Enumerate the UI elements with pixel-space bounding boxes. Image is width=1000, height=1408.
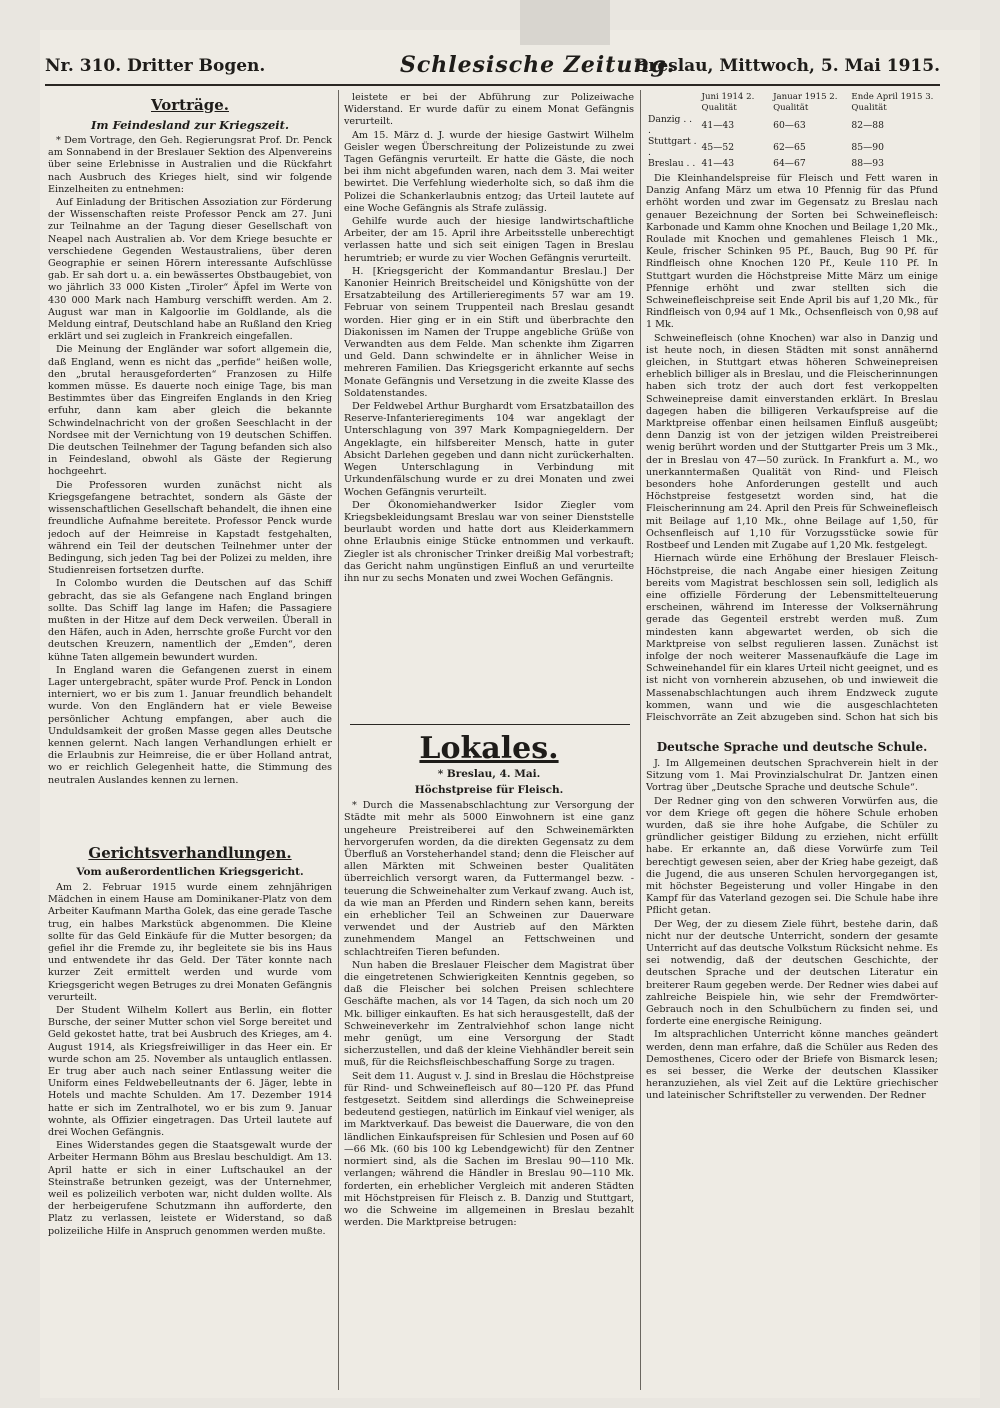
- column-1: [48, 92, 332, 814]
- table-header: Juni 1914 2. Qualität: [701, 92, 755, 113]
- table-row: [646, 114, 938, 136]
- table-header: Januar 1915 2. Qualität: [773, 92, 838, 113]
- dateline: * Breslau, 4. Mai.: [437, 768, 541, 780]
- paragraph: Im altsprachlichen Unterricht könne manches geändert werden, denn man erfahre, daß die Schüler aus Reden des Demosthenes, Cicero oder der Briefe von Bismarck lesen; es sei besser, die Werke der deutschen Klassiker heranzuziehen, als viel Zeit auf die Lektüre griechischer und lateinischer Schriftsteller zu verwenden. Der Redner: [646, 1029, 938, 1102]
- table-row: [646, 136, 938, 158]
- column-2: [344, 92, 634, 720]
- masthead-rule: [45, 84, 940, 86]
- table-header-row: [646, 92, 938, 114]
- column-divider-2: [640, 90, 641, 1390]
- paragraph: Am 15. März d. J. wurde der hiesige Gastwirt Wilhelm Geisler wegen Überschreitung der Polizeistunde zu zwei Tagen Gefängnis verurteilt. Er hatte die Gäste, die noch bei ihm nicht abgefunden waren, nach dem 3. Mai weiter bewirtet. Die Verfehlung wiederholte sich, so daß ihm die Polizei die Schankerlaubnis entzog; das Urteil lautete auf eine Woche Gefängnis als Strafe zulässig.: [344, 129, 634, 214]
- article-title: Im Feindesland zur Kriegszeit.: [91, 118, 289, 132]
- column-1-lower: [48, 840, 332, 1388]
- table-header: Ende April 1915 3. Qualität: [851, 92, 934, 113]
- masthead: [45, 52, 940, 82]
- paragraph: Die Meinung der Engländer war sofort allgemein die, daß England, wenn es nicht das „perfide“ heißen wolle, den „brutal herausgeforderten“ Franzosen zu Hilfe kommen müsse. Es dauerte noch einige Tage, bis man Bestimmtes über das Eingreifen Englands in den Krieg erfuhr, dann kam aber gleich die bekannte Schwindelnachricht von der großen Seeschlacht in der Nordsee mit der Vernichtung von 19 deutschen Schiffen. Die deutschen Teilnehmer der Tagung befanden sich also in Feindesland, obwohl als Gäste der Regierung hochgeehrt.: [48, 344, 332, 478]
- paragraph: In Colombo wurden die Deutschen auf das Schiff gebracht, das sie als Gefangene nach England bringen sollte. Das Schiff lag lange im Hafen; die Passagiere mußten in der Hitze auf dem Deck verweilen. Überall in den Häfen, auch in Aden, herrschte große Furcht vor den deutschen Kreuzern, namentlich der „Emden“, deren kühne Taten allgemein bewundert wurden.: [48, 578, 332, 663]
- table-cell: Danzig . . .: [648, 114, 693, 136]
- table-cell: 85—90: [851, 141, 884, 153]
- table-cell: 82—88: [851, 119, 884, 131]
- section-heading-lokales: Lokales.: [419, 731, 559, 766]
- article-title: Vom außerordentlichen Kriegsgericht.: [76, 866, 304, 878]
- article-title: Deutsche Sprache und deutsche Schule.: [656, 740, 928, 754]
- paragraph: Nun haben die Breslauer Fleischer dem Magistrat über die eingetretenen Schwierigkeiten Kenntnis gegeben, so daß die Fleischer bei solchen Preisen schlechtere Geschäfte machen, als vor 14 Tagen, da sich noch um 20 Mk. billiger einkauften. Es hat sich herausgestellt, daß der Schweineverkehr im Zentralviehhof schon lange nicht mehr genügt, um eine Versorgung der Stadt sicherzustellen, und daß der kleine Viehhändler bereit sein muß, für die Reichsfleischbeschaffung Sorge zu tragen.: [344, 959, 634, 1069]
- paragraph: Gehilfe wurde auch der hiesige landwirtschaftliche Arbeiter, der am 15. April ihre Arbeitsstelle unberechtigt verlassen hatte und sich seit einigen Tagen in Breslau herumtrieb; er wurde zu vier Wochen Gefängnis verurteilt.: [344, 216, 634, 264]
- price-table: [646, 92, 938, 169]
- paragraph: Die Kleinhandelspreise für Fleisch und Fett waren in Danzig Anfang März um etwa 10 Pfennig für das Pfund erhöht worden und zwar im Gegensatz zu Breslau nach genauer Bezeichnung der Sorten bei Schweinefleisch: Karbonade und Kamm ohne Knochen und Beilage 1,20 Mk., Roulade mit Knochen und gemahlenes Fleisch 1 Mk., Keule, frischer Schinken 95 Pf., Bauch, Bug 90 Pf. für Rindfleisch ohne Knochen 120 Pf., Keule 110 Pf. In Stuttgart wurden die Höchstpreise Mitte März um einige Pfennige erhöht und zwar stellten sich die Schweinefleischpreise seit Ende April bis auf 1,20 Mk., für Rindfleisch von 0,94 auf 1 Mk., Ochsenfleisch von 0,98 auf 1 Mk.: [646, 173, 938, 331]
- paragraph: * Durch die Massenabschlachtung zur Versorgung der Städte mit mehr als 5000 Einwohnern ist eine ganz ungeheure Preistreiberei auf den Schweinemärkten hervorgerufen worden, da die direkten Gegensatz zu dem Überfluß an Vorsteherhandel stand; denn die Fleischer auf allen Märkten mit Schweinen bester Qualitäten überreichlich versorgt waren, da Futtermangel bezw. -teuerung die Schweinehalter zum Verkauf zwang. Auch ist, da wie man an Pferden und Rindern sehen kann, bereits ein erheblicher Teil an Schweinen zur Dauerware verwendet und der Austrieb auf den Märkten zunehmendem Mangel an Fettschweinen und schlachtreifen Tieren befunden.: [344, 800, 634, 958]
- column-3: [646, 92, 938, 722]
- table-cell: 88—93: [851, 158, 884, 169]
- paragraph: Der Weg, der zu diesem Ziele führt, bestehe darin, daß nicht nur der deutsche Unterricht, sondern der gesamte Unterricht auf das deutsche Volkstum Rücksicht nehme. Es sei notwendig, daß der deutschen Geschichte, der deutschen Sprache und der deutschen Literatur ein breiterer Raum gegeben werde. Der Redner wies dabei auf zahlreiche Beispiele hin, wie sehr der Fremdwörter-Gebrauch noch in den Schulbüchern zu finden sei, und forderte eine energische Reinigung.: [646, 918, 938, 1028]
- section-heading-gerichtsverhandlungen: Gerichtsverhandlungen.: [88, 844, 292, 862]
- column-3-lower: [646, 736, 938, 1388]
- section-heading-vortraege: Vorträge.: [151, 96, 229, 114]
- paragraph: Der Feldwebel Arthur Burghardt vom Ersatzbataillon des Reserve-Infanterieregiments 104 war angeklagt der Unterschlagung von 397 Mark Kompagniegeldern. Der Angeklagte, ein hilfsbereiter Mensch, hatte in guter Absicht Darlehen gegeben und dann nicht zurückerhalten. Wegen Unterschlagung in Verbindung mit Urkundenfälschung wurde er zu drei Monaten und zwei Wochen Gefängnis verurteilt.: [344, 401, 634, 498]
- newspaper-title: Schlesische Zeitung.: [400, 52, 676, 78]
- article-title: Höchstpreise für Fleisch.: [414, 784, 564, 797]
- table-cell: 41—43: [701, 119, 735, 131]
- column-2-lower: [344, 728, 634, 1388]
- table-row: [646, 158, 938, 169]
- paragraph: Die Professoren wurden zunächst nicht als Kriegsgefangene betrachtet, sondern als Gäste der wissenschaftlichen Gesellschaft behandelt, die ihnen eine freundliche Aufnahme bereitete. Professor Penck wurde jedoch auf der Heimreise in Kapstadt festgehalten, während ein Teil der deutschen Teilnehmer unter der Bedingung, sich jeden Tag bei der Polizei zu melden, ihre Studienreisen fortsetzen durfte.: [48, 479, 332, 577]
- paragraph: J. Im Allgemeinen deutschen Sprachverein hielt in der Sitzung vom 1. Mai Provinzialschulrat Dr. Jantzen einen Vortrag über „Deutsche Sprache und deutsche Schule“.: [646, 758, 938, 794]
- paragraph: Eines Widerstandes gegen die Staatsgewalt wurde der Arbeiter Hermann Böhm aus Breslau beschuldigt. Am 13. April hatte er sich in einer Luftschaukel an der Steinstraße betrunken gezeigt, was der Unternehmer, weil es polizeilich verboten war, nicht dulden wollte. Als der herbeigerufene Schutzmann ihn aufforderte, den Platz zu verlassen, leistete er Widerstand, so daß polizeiliche Hilfe in Anspruch genommen werden mußte.: [48, 1140, 332, 1237]
- table-cell: 45—52: [701, 141, 735, 153]
- issue-number: Nr. 310. Dritter Bogen.: [45, 56, 266, 76]
- paragraph: * Dem Vortrage, den Geh. Regierungsrat Prof. Dr. Penck am Sonnabend in der Breslauer Sektion des Alpenvereins über seine Erlebnisse in Australien und die Rückfahrt nach Ausbruch des Krieges hielt, sind wir folgende Einzelheiten zu entnehmen:: [48, 135, 332, 195]
- paragraph: In England waren die Gefangenen zuerst in einem Lager untergebracht, später wurde Prof. Penck in London interniert, wo er bis zum 1. Januar freundlich behandelt wurde. Von den Engländern hat er viele Beweise persönlicher Achtung empfangen, aber auch die Unduldsamkeit der großen Masse gegen alles Deutsche kennen gelernt. Nach langen Verhandlungen erhielt er die Erlaubnis zur Heimreise, die er über Holland antrat, wo er reichlich Gelegenheit hatte, die Stimmung des neutralen Auslandes kennen zu lernen.: [48, 664, 332, 786]
- table-cell: 64—67: [773, 158, 806, 169]
- paragraph: Schweinefleisch (ohne Knochen) war also in Danzig und ist heute noch, in diesen Städten mit sonst annähernd gleichen, in Stuttgart etwas höheren Schweinepreisen erheblich billiger als in Breslau, und die Fleischerinnungen haben sich trotz der auch dort fest verkoppelten Schweinepreise damit einverstanden erklärt. In Breslau dagegen haben die billigeren Verkaufspreise auf die Marktpreise offenbar einen heilsamen Einfluß ausgeübt; denn Danzig ist von der jetzigen wilden Preistreiberei wenig berührt worden und der Stuttgarter Preis um 3 Mk., der in Breslau von 47—50 zurück. In Frankfurt a. M., wo unerkanntermaßen Qualität von Rind- und Fleisch besonders hohe Anforderungen gestellt und auch Höchstpreise festgesetzt worden sind, hat die Fleischerinnung am 24. April den Preis für Schweinefleisch mit Beilage auf 1,10 Mk., ohne Beilage auf 1,50, für Ochsenfleisch auf 1,10 für Vorzugsstücke sowie für Rostbeef und Lenden mit Zugabe auf 1,20 Mk. festgelegt.: [646, 332, 938, 552]
- paragraph: Der Redner ging von den schweren Vorwürfen aus, die vor dem Kriege oft gegen die höhere Schule erhoben wurden, daß sie ihre hohe Aufgabe, die Schüler zu gründlicher geistiger Bildung zu erziehen, nicht erfüllt habe. Er erkannte an, daß diese Vorwürfe zum Teil berechtigt gewesen seien, aber der Krieg habe gezeigt, daß die Jugend, die aus unseren Schulen hervorgegangen ist, mit höchster Begeisterung und voller Hingabe in den Kampf für das Vaterland gezogen sei. Die Schule habe ihre Pflicht getan.: [646, 795, 938, 917]
- column-divider-1: [338, 90, 339, 1390]
- table-cell: 41—43: [701, 158, 735, 169]
- issue-date: Breslau, Mittwoch, 5. Mai 1915.: [634, 56, 940, 76]
- paragraph: Seit dem 11. August v. J. sind in Breslau die Höchstpreise für Rind- und Schweinefleisch auf 80—120 Pf. das Pfund festgesetzt. Seitdem sind allerdings die Schweinepreise bedeutend gestiegen, natürlich im Einkauf viel weniger, als im Marktverkauf. Das beweist die Dauerware, die von den ländlichen Einkaufspreisen für Schlesien und Posen auf 60—66 Mk. (60 bis 100 kg Lebendgewicht) für den Zentner normiert sind, als die Sachen im Breslau 90—110 Mk. verlangen; während die Händler in Breslau 90—110 Mk. forderten, ein erheblicher Vergleich mit anderen Städten mit Höchstpreisen für Fleisch z. B. Danzig und Stuttgart, wo die Schweine im allgemeinen in Breslau bezahlt werden. Die Marktpreise betrugen:: [344, 1070, 634, 1229]
- paragraph: leistete er bei der Abführung zur Polizeiwache Widerstand. Er wurde dafür zu einem Monat Gefängnis verurteilt.: [344, 92, 634, 128]
- table-header: [646, 92, 700, 114]
- paragraph: Der Ökonomiehandwerker Isidor Ziegler vom Kriegsbekleidungsamt Breslau war von seiner Dienststelle beurlaubt worden und hatte dort aus Kleiderkammern ohne Erlaubnis einige Stücke entnommen und verkauft. Ziegler ist als chronischer Trinker dreißig Mal vorbestraft; das Gericht nahm ungünstigen Einfluß an und verurteilte ihn nur zu sechs Monaten und zwei Wochen Gefängnis.: [344, 499, 634, 584]
- section-rule: [350, 724, 630, 725]
- table-cell: Breslau . .: [648, 158, 696, 169]
- paragraph: Am 2. Februar 1915 wurde einem zehnjährigen Mädchen in einem Hause am Dominikaner-Platz von dem Arbeiter Kaufmann Martha Golek, das eine gerade Tasche trug, ein halbes Markstück abgenommen. Die Kleine sollte für das Geld Einkäufe für die Mutter besorgen; da gefiel ihr die Fremde zu, ihr begleitete sie bis ins Haus und entwendete ihr das Geld. Der Täter konnte nach kurzer Zeit ermittelt werden und wurde vom Kriegsgericht wegen Betruges zu drei Monaten Gefängnis verurteilt.: [48, 882, 332, 1003]
- paragraph: Auf Einladung der Britischen Assoziation zur Förderung der Wissenschaften reiste Professor Penck am 27. Juni zur Teilnahme an der Tagung dieser Gesellschaft von Neapel nach Australien ab. Vor dem Kriege besuchte er verschiedene Gegenden Westaustraliens, über deren Geographie er seinen Hörern interessante Aufschlüsse gab. Er sah dort u. a. ein bewässertes Obstbaugebiet, von wo jährlich 33 000 Kisten „Tiroler“ Äpfel im Werte von 430 000 Mark nach Hamburg verschifft werden. Am 2. August war man in Kalgoorlie im Goldlande, als die Meldung eintraf, Deutschland habe an Rußland den Krieg erklärt und sei zugleich in Frankreich eingefallen.: [48, 197, 332, 343]
- paragraph: H. [Kriegsgericht der Kommandantur Breslau.] Der Kanonier Heinrich Breitscheidel und Königshütte von der Ersatzabteilung des Artillerieregiments 57 war am 19. Februar von seinem Truppenteil nach Breslau gesandt worden. Hier ging er in ein Stift und überbrachte den Diakonissen im Namen der Truppe angebliche Grüße von Verwandten aus dem Felde. Man schenkte ihm Zigarren und Geld. Dann schwindelte er in ähnlicher Weise in mehreren Familien. Das Kriegsgericht erkannte auf sechs Monate Gefängnis und Versetzung in die zweite Klasse des Soldatenstandes.: [344, 265, 634, 399]
- torn-edge: [520, 0, 610, 45]
- table-cell: 60—63: [773, 119, 806, 131]
- table-cell: 62—65: [773, 141, 806, 153]
- paragraph: Hiernach würde eine Erhöhung der Breslauer Fleisch-Höchstpreise, die nach Angabe einer hiesigen Zeitung bereits vom Magistrat beschlossen sein soll, lediglich als eine offizielle Förderung der Lebensmittelteuerung erscheinen, während im Interesse der Volksernährung gerade das Gegenteil erstrebt werden muß. Zum mindesten kann abgewartet werden, ob sich die Marktpreise von selbst regulieren lassen. Zunächst ist infolge der noch weiterer Massenaufkäufe die Lage im Schweinehandel für ein klares Urteil nicht geeignet, und es ist nicht von vornherein abzusehen, ob und inwieweit die Massenabschlachtungen auch ihrem Endzweck zugute kommen, wann und wie die ausgeschlachteten Fleischvorräte an Zeit abzugeben sind. Schon hat sich bis: [646, 553, 938, 722]
- table-cell: Stuttgart . .: [648, 136, 697, 158]
- paragraph: Der Student Wilhelm Kollert aus Berlin, ein flotter Bursche, der seiner Mutter schon viel Sorge bereitet und Geld gekostet hatte, trat bei Ausbruch des Krieges, am 4. August 1914, als Kriegsfreiwilliger in das Heer ein. Er wurde schon am 25. November als untauglich entlassen. Er trug aber auch nach seiner Entlassung weiter die Uniform eines Feldwebelleutnants der 6. Jäger, lebte in Hotels und machte Schulden. Am 17. Dezember 1914 hatte er sich im Zentralhotel, wo er bis zum 9. Januar wohnte, als Offizier eingetragen. Das Urteil lautete auf drei Wochen Gefängnis.: [48, 1005, 332, 1139]
